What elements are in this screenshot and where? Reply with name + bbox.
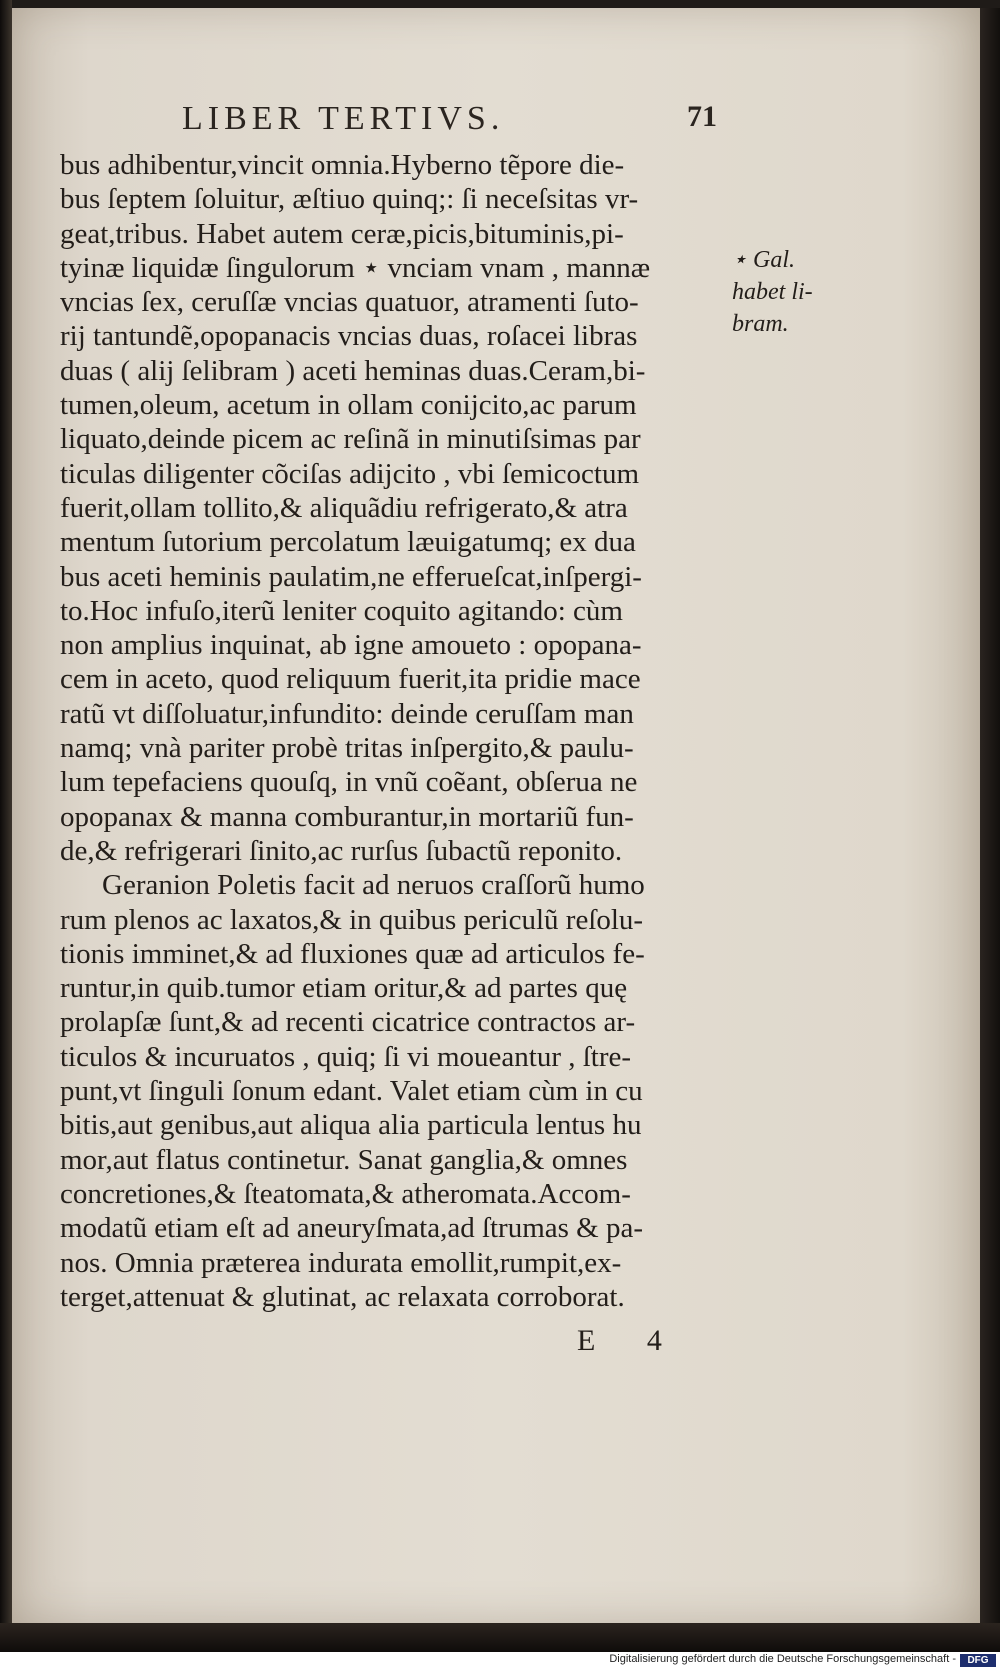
text-line: punt,vt ſinguli ſonum edant. Valet etiam cùm in cu <box>60 1075 643 1108</box>
signature-mark: E 4 <box>577 1324 684 1357</box>
text-line: liquato,deinde picem ac reſinã in minutiſsimas par <box>60 423 641 456</box>
text-line: runtur,in quib.tumor etiam oritur,& ad partes quę <box>60 972 628 1005</box>
text-line: non amplius inquinat, ab igne amoueto : opopana- <box>60 629 642 662</box>
text-line: bus adhibentur,vincit omnia.Hyberno tẽpore die- <box>60 149 625 181</box>
text-line: prolapſæ ſunt,& ad recenti cicatrice contractos ar- <box>60 1006 636 1039</box>
text-line: mentum ſutorium percolatum læuigatumq; ex dua <box>60 526 636 559</box>
text-line: tumen,oleum, acetum in ollam conijcito,ac parum <box>60 389 637 422</box>
dfg-logo: DFG <box>960 1654 996 1667</box>
text-line: modatũ etiam eſt ad aneuryſmata,ad ſtrumas & pa- <box>60 1212 644 1245</box>
text-line: geat,tribus. Habet autem ceræ,picis,bituminis,pi- <box>60 217 624 250</box>
marginal-note <box>732 244 822 340</box>
marginal-note-line: bram. <box>732 311 789 337</box>
running-head <box>12 100 980 140</box>
text-line: ratũ vt diſſoluatur,infundito: deinde ceruſſam man <box>60 697 634 730</box>
text-line: nos. Omnia præterea indurata emollit,rumpit,ex- <box>60 1246 622 1279</box>
text-line: mor,aut flatus continetur. Sanat ganglia,& omnes <box>60 1143 628 1176</box>
text-line: to.Hoc infuſo,iterũ leniter coquito agitando: cùm <box>60 594 623 627</box>
text-line: lum tepefaciens quouſq, in vnũ coẽant, obſerua ne <box>60 766 638 799</box>
text-line: opopanax & manna comburantur,in mortariũ fun- <box>60 800 634 833</box>
text-line: rum plenos ac laxatos,& in quibus periculũ reſolu- <box>60 903 644 936</box>
text-line: terget,attenuat & glutinat, ac relaxata corroborat. <box>60 1280 625 1313</box>
text-line: namq; vnà pariter probè tritas inſpergito,& paulu- <box>60 732 634 765</box>
text-line: ticulas diligenter cõciſas adijcito , vbi ſemicoctum <box>60 457 640 490</box>
book-bottom-edge <box>0 1623 1000 1652</box>
page-number: 71 <box>687 100 717 133</box>
marginal-note-line: habet li- <box>732 279 813 305</box>
text-line: Geranion Poletis facit ad neruos craſſorũ humo <box>102 869 645 902</box>
text-line: duas ( alij ſelibram ) aceti heminas duas.Ceram,bi- <box>60 354 646 387</box>
text-line: vncias ſex, ceruſſæ vncias quatuor, atramenti ſuto- <box>60 286 639 319</box>
text-line: tyinæ liquidæ ſingulorum ⋆ vnciam vnam , mannæ <box>60 251 651 284</box>
book-page <box>12 8 980 1623</box>
text-line: bus aceti heminis paulatim,ne efferueſcat,inſpergi- <box>60 560 642 593</box>
marginal-note-line: ⋆ Gal. <box>732 247 796 273</box>
text-line: tionis imminet,& ad fluxiones quæ ad articulos fe- <box>60 937 645 970</box>
text-line: fuerit,ollam tollito,& aliquãdiu refrigerato,& atra <box>60 491 628 524</box>
text-line: bus ſeptem ſoluitur, æſtiuo quinq;: ſi neceſsitas vr- <box>60 183 639 216</box>
digitization-footer <box>0 1652 1000 1670</box>
main-text-block <box>60 148 750 1314</box>
running-title: LIBER TERTIVS. <box>182 100 505 137</box>
page-edge-shadow <box>980 8 1000 1633</box>
text-line: rij tantundẽ,opopanacis vncias duas, roſacei libras <box>60 320 638 353</box>
text-line: concretiones,& ſteatomata,& atheromata.Accom- <box>60 1177 631 1210</box>
funding-credit: Digitalisierung gefördert durch die Deutsche Forschungsgemeinschaft - <box>609 1653 956 1665</box>
text-line: cem in aceto, quod reliquum fuerit,ita pridie mace <box>60 663 641 696</box>
book-binding-edge <box>0 0 12 1652</box>
text-line: bitis,aut genibus,aut aliqua alia particula lentus hu <box>60 1109 642 1142</box>
text-line: de,& refrigerari ſinito,ac rurſus ſubactũ reponito. <box>60 834 623 867</box>
text-line: ticulos & incuruatos , quiq; ſi vi moueantur , ſtre- <box>60 1040 632 1073</box>
